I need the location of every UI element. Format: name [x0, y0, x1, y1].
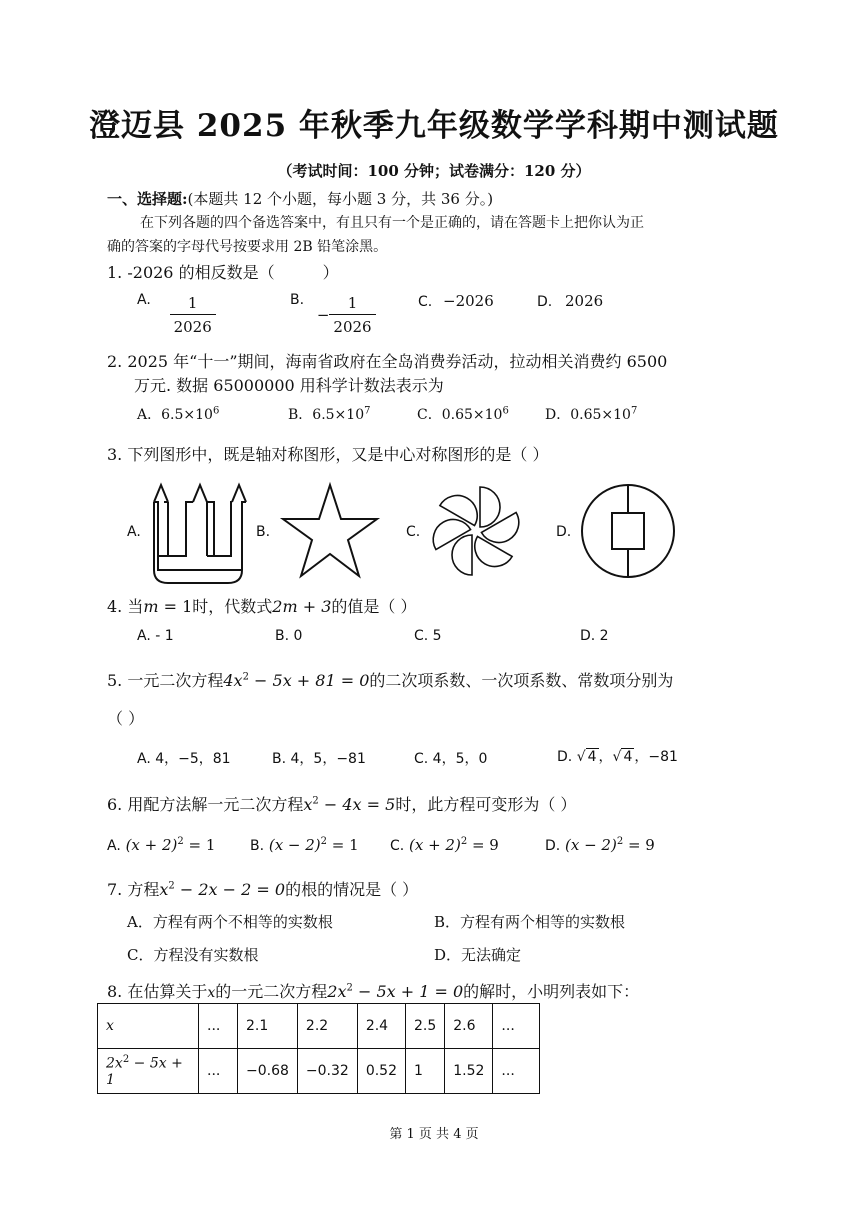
q2-option-b [288, 404, 370, 424]
q6-b-sup: 2 [320, 836, 328, 847]
q6-c-eq: (x + 2) [409, 836, 461, 854]
q1-option-b [290, 292, 376, 339]
q1-option-d [537, 292, 603, 310]
q5-text-b: 的二次项系数、一次项系数、常数项分别为 [369, 671, 674, 690]
q2-line-1: 2. 2025 年“十一”期间，海南省政府在全岛消费券活动，拉动相关消费约 6500 [107, 352, 668, 371]
table-row [98, 1049, 540, 1094]
q2-option-c [417, 404, 509, 424]
section-heading [107, 188, 493, 209]
q4-text-c: 的值是（ ） [331, 597, 417, 616]
row-head-sup: 2 [122, 1054, 130, 1066]
q2-c-exp: 6 [502, 405, 509, 417]
q3-stem: 3. 下列图形中，既是轴对称图形，又是中心对称图形的是（ ） [107, 445, 549, 464]
q2-option-d [545, 404, 637, 424]
table-cell: 2.6 [445, 1004, 493, 1049]
trident-figure [148, 480, 258, 598]
q4-option-c: C. 5 [414, 628, 442, 644]
q2-b-label: B． [288, 407, 313, 423]
q1-text: 1. -2026 的相反数是（ [107, 263, 275, 282]
q2-c-base: 0.65×10 [441, 407, 503, 423]
q8-text-b: 的一元二次方程 [215, 982, 328, 1001]
radicand: 4 [623, 749, 633, 765]
q6-eq-b: − 4x = 5 [318, 795, 396, 814]
q5-option-a: A. 4，−5，81 [137, 751, 231, 767]
q3-d-label: D. [556, 524, 572, 540]
q3-a-label: A. [127, 524, 141, 540]
q2-a-label: A． [137, 407, 162, 423]
q4-var: m [143, 597, 159, 616]
sqrt-4-a: √ 4 [576, 749, 597, 765]
q8-text-a: 8. 在估算关于 [107, 982, 208, 1001]
q1-a-fraction [170, 292, 216, 339]
q1-paren: ） [322, 263, 339, 282]
q4-option-d: D. 2 [580, 628, 609, 644]
q2-a-base: 6.5×10 [161, 407, 213, 423]
table-cell: 2.1 [238, 1004, 298, 1049]
sqrt-4-b: √ 4 [612, 749, 633, 765]
q7-option-a: A．方程有两个不相等的实数根 [127, 913, 333, 931]
q6-sup: 2 [312, 795, 319, 807]
instruction-line-2: 确的答案的字母代号按要求用 2B 铅笔涂黑。 [107, 239, 388, 255]
q2-d-base: 0.65×10 [570, 407, 631, 423]
q7-eq-a: x [159, 880, 169, 899]
q8-eq-a: 2x [327, 982, 347, 1001]
coin-figure [580, 483, 676, 579]
q1-b-numerator: 1 [329, 292, 375, 315]
q5-option-d [557, 746, 678, 766]
q5-stem [107, 668, 673, 691]
q4-text-a: 4. 当 [107, 597, 144, 616]
q8-sup: 2 [346, 982, 353, 994]
section-note: (本题共 12 个小题，每小题 3 分，共 36 分。) [187, 190, 494, 208]
q7-stem [107, 877, 418, 900]
q6-stem [107, 792, 576, 815]
q1-option-a [137, 292, 216, 339]
q7-sup: 2 [168, 880, 175, 892]
table-cell: 1.52 [445, 1049, 493, 1094]
q2-d-exp: 7 [630, 405, 638, 417]
q6-d-eq: (x − 2) [565, 836, 617, 854]
q6-a-label: A. [107, 838, 121, 854]
q2-c-label: C． [417, 407, 442, 423]
table-cell: ... [199, 1004, 238, 1049]
q5-text-a: 5. 一元二次方程 [107, 671, 224, 690]
page-footer: 第 1 页 共 4 页 [389, 1127, 479, 1142]
q1-a-numerator: 1 [170, 292, 216, 315]
table-cell: 1 [405, 1049, 444, 1094]
pinwheel-figure [428, 483, 524, 579]
q1-b-sign: − [316, 305, 330, 324]
q7-option-d: D．无法确定 [434, 946, 522, 964]
table-cell: 2.5 [405, 1004, 444, 1049]
q1-stem [107, 260, 339, 283]
star-figure [280, 483, 380, 579]
q6-b-eq: (x − 2) [268, 836, 321, 854]
q1-option-c [418, 292, 494, 310]
q3-c-label: C. [406, 524, 421, 540]
q2-line-2: 万元. 数据 65000000 用科学计数法表示为 [134, 376, 444, 395]
q6-a-eq: (x + 2) [125, 836, 178, 854]
q5-eq-a: 4x [223, 671, 243, 690]
q4-option-b: B. 0 [275, 628, 303, 644]
row-head-a: 2x [106, 1055, 123, 1072]
q7-text-a: 7. 方程 [107, 880, 160, 899]
table-cell: 2.4 [357, 1004, 405, 1049]
q6-b-label: B. [250, 838, 265, 854]
q1-b-denominator: 2026 [333, 318, 372, 336]
table-cell: −0.32 [297, 1049, 357, 1094]
q6-text-a: 6. 用配方法解一元二次方程 [107, 795, 304, 814]
table-row [98, 1004, 540, 1049]
q2-b-base: 6.5×10 [312, 407, 365, 423]
q2-option-a [137, 404, 219, 424]
q3-b-label: B. [256, 524, 271, 540]
q8-stem [107, 979, 639, 1002]
q4-expression: 2m + 3 [272, 597, 332, 616]
q8-eq-b: − 5x + 1 = 0 [352, 982, 464, 1001]
table-cell: 0.52 [357, 1049, 405, 1094]
q6-c-label: C. [390, 838, 405, 854]
q5-paren: （ ） [107, 709, 145, 728]
q8-var: x [207, 985, 216, 1001]
q6-d-rhs: = 9 [623, 836, 655, 854]
q8-text-c: 的解时，小明列表如下： [463, 982, 640, 1001]
q5-eq-b: − 5x + 81 = 0 [248, 671, 370, 690]
q4-text-b: = 1时，代数式 [158, 597, 273, 616]
q4-option-a: A. - 1 [137, 628, 174, 644]
q6-c-sup: 2 [460, 836, 468, 847]
table-cell: −0.68 [238, 1049, 298, 1094]
q6-option-b [250, 836, 359, 854]
q5-option-b: B. 4，5，−81 [272, 751, 366, 767]
q1-d-label: D. [537, 294, 553, 310]
page-title: 澄迈县 2025 年秋季九年级数学学科期中测试题 [89, 108, 779, 144]
section-title: 一、选择题: [107, 190, 188, 208]
table-cell: ... [493, 1049, 540, 1094]
q7-eq-b: − 2x − 2 = 0 [174, 880, 286, 899]
q6-a-sup: 2 [177, 836, 184, 847]
instruction-line-1: 在下列各题的四个备选答案中，有且只有一个是正确的，请在答题卡上把你认为正 [140, 215, 644, 231]
q6-c-rhs: = 9 [467, 836, 499, 854]
table-cell: ... [493, 1004, 540, 1049]
q6-d-sup: 2 [616, 836, 624, 847]
q6-text-b: 时，此方程可变形为（ ） [395, 795, 577, 814]
q5-sup: 2 [242, 671, 249, 683]
q6-eq-a: x [303, 795, 313, 814]
q5-option-c: C. 4，5，0 [414, 751, 488, 767]
q1-a-label: A. [137, 292, 151, 308]
q5-d-label: D. [557, 749, 573, 765]
q1-b-fraction [329, 292, 375, 339]
q6-option-c [390, 836, 499, 854]
q7-option-c: C．方程没有实数根 [127, 946, 259, 964]
q6-d-label: D. [545, 838, 561, 854]
table-cell [98, 1049, 199, 1094]
table-cell: 2.2 [297, 1004, 357, 1049]
q7-option-b: B．方程有两个相等的实数根 [434, 913, 626, 931]
q8-value-table [97, 1003, 540, 1094]
q5-d-sep: ， [598, 749, 613, 765]
q6-option-d [545, 836, 655, 854]
q2-a-exp: 6 [212, 405, 220, 417]
q5-d-tail: ，−81 [634, 749, 678, 765]
q1-b-label: B. [290, 292, 305, 308]
table-cell: x [98, 1004, 199, 1049]
q1-c-label: C. [418, 294, 433, 310]
q1-c-value: −2026 [443, 292, 494, 310]
radicand: 4 [587, 749, 597, 765]
q1-d-value: 2026 [565, 292, 604, 310]
q2-d-label: D． [545, 407, 571, 423]
q4-stem [107, 594, 417, 617]
q6-b-rhs: = 1 [327, 836, 359, 854]
q1-a-denominator: 2026 [173, 318, 212, 336]
q2-b-exp: 7 [364, 405, 371, 417]
q7-text-b: 的根的情况是（ ） [285, 880, 419, 899]
exam-info: （考试时间：100 分钟；试卷满分：120 分） [277, 162, 591, 180]
q6-a-rhs: = 1 [183, 836, 216, 854]
table-cell: ... [199, 1049, 238, 1094]
row-head-b: − 5x + 1 [106, 1055, 183, 1088]
q6-option-a [107, 836, 215, 854]
